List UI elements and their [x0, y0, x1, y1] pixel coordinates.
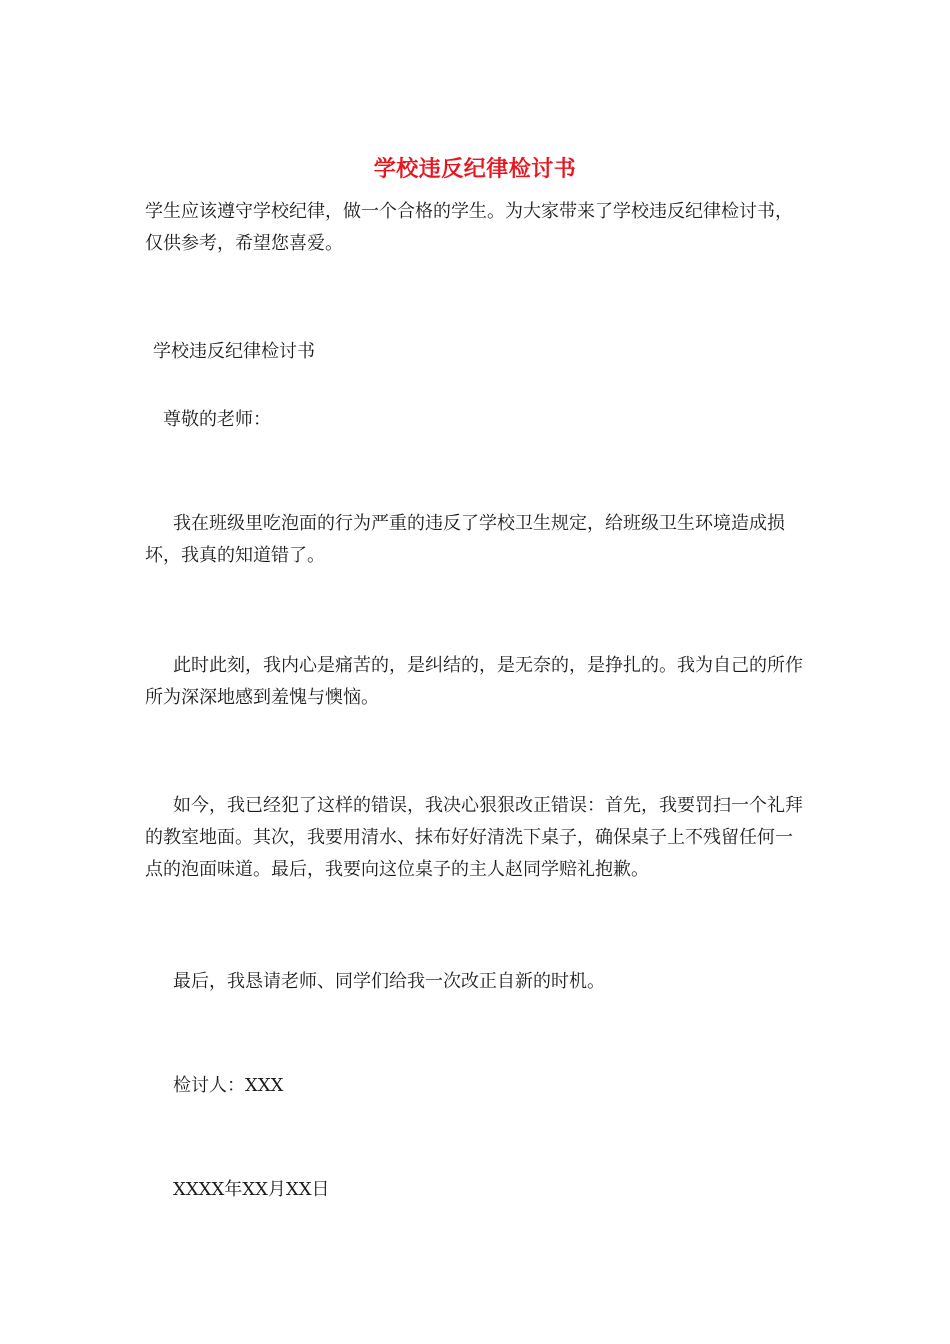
signature: 检讨人：XXX [173, 1075, 284, 1096]
body-paragraph: 此时此刻，我内心是痛苦的，是纠结的，是无奈的，是挣扎的。我为自己的所作所为深深地感到羞愧与懊恼。 [145, 655, 803, 708]
body-paragraph: 如今，我已经犯了这样的错误，我决心狠狠改正错误：首先，我要罚扫一个礼拜的教室地面。其次，我要用清水、抹布好好清洗下桌子，确保桌子上不残留任何一点的泡面味道。最后，我要向这位桌子的主人赵同学赔礼抱歉。 [145, 795, 803, 880]
document-subtitle: 学校违反纪律检讨书 [153, 341, 315, 362]
intro-paragraph: 学生应该遵守学校纪律，做一个合格的学生。为大家带来了学校违反纪律检讨书，仅供参考，希望您喜爱。 [145, 201, 793, 254]
closing-paragraph: 最后，我恳请老师、同学们给我一次改正自新的时机。 [173, 971, 605, 992]
greeting: 尊敬的老师： [163, 409, 271, 430]
document-title: 学校违反纪律检讨书 [373, 156, 577, 182]
body-paragraph: 我在班级里吃泡面的行为严重的违反了学校卫生规定，给班级卫生环境造成损坏，我真的知道错了。 [145, 513, 785, 566]
date: XXXX年XX月XX日 [173, 1179, 330, 1200]
